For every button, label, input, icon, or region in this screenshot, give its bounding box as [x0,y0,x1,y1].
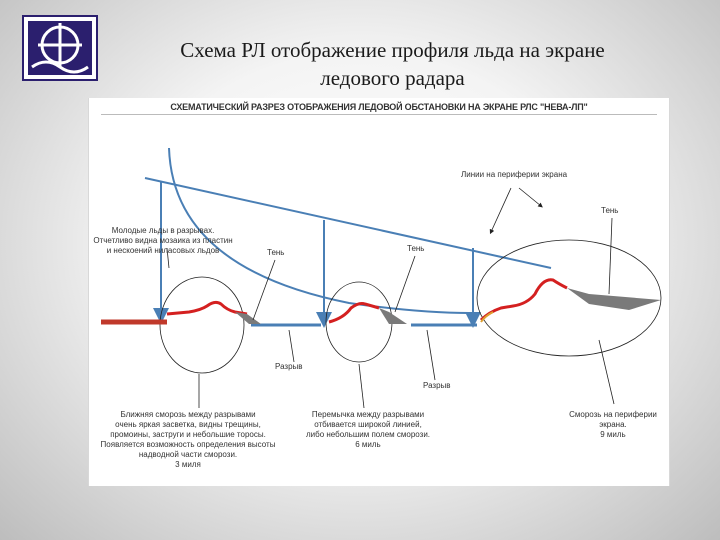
caption-bridge: Перемычка между разрывами отбивается широкой линией, либо небольшим полем сморози. 6 миль [305,410,431,449]
label-gap-1: Разрыв [275,362,303,371]
label-periphery-lines: Линии на периферии экрана [461,170,568,179]
slide-title-line-2: ледового радара [320,66,465,90]
pointer-shadow-1 [253,260,275,320]
pointer-shadow-2 [395,256,415,312]
pointer-periphery-2 [519,188,541,206]
university-logo [22,15,98,81]
label-shadow-2: Тень [407,244,425,253]
caption-far: Сморозь на периферии экрана. 9 миль [569,410,657,439]
diagram-heading: СХЕМАТИЧЕСКИЙ РАЗРЕЗ ОТОБРАЖЕНИЯ ЛЕДОВОЙ ОБСТАНОВКИ НА ЭКРАНЕ РЛС "НЕВА-ЛП" [170,102,588,112]
label-shadow-1: Тень [267,248,285,257]
caption-near: Ближняя сморозь между разрывами очень яркая засветка, видны трещины, промоины, заструги и небольшие торосы. Появляется возможность определения высоты надводной части сморози. 3 миля [100,410,276,469]
ice-profile-near [167,302,247,314]
label-gap-2: Разрыв [423,381,451,390]
pointer-periphery-1 [491,188,511,232]
radar-diagram [88,98,670,486]
pointer-gap-1 [289,330,294,362]
pointer-shadow-3 [609,218,612,294]
pointer-gap-2 [427,330,435,380]
ice-profile-far [481,280,567,320]
zone-bridge [326,282,392,362]
slide-title [115,36,670,92]
slide-title-line-1: Схема РЛ отображение профиля льда на экране [180,38,605,62]
zone-near [160,277,244,373]
shadow-far [567,288,661,310]
ice-profile-bridge [329,304,379,323]
pointer-caption-bridge [359,364,364,408]
shadow-near [235,312,261,324]
label-young-ice: Молодые льды в разрывах. Отчетливо видна мозаика из пластин и нескоений ниласовых льдов [93,226,233,255]
label-shadow-3: Тень [601,206,619,215]
